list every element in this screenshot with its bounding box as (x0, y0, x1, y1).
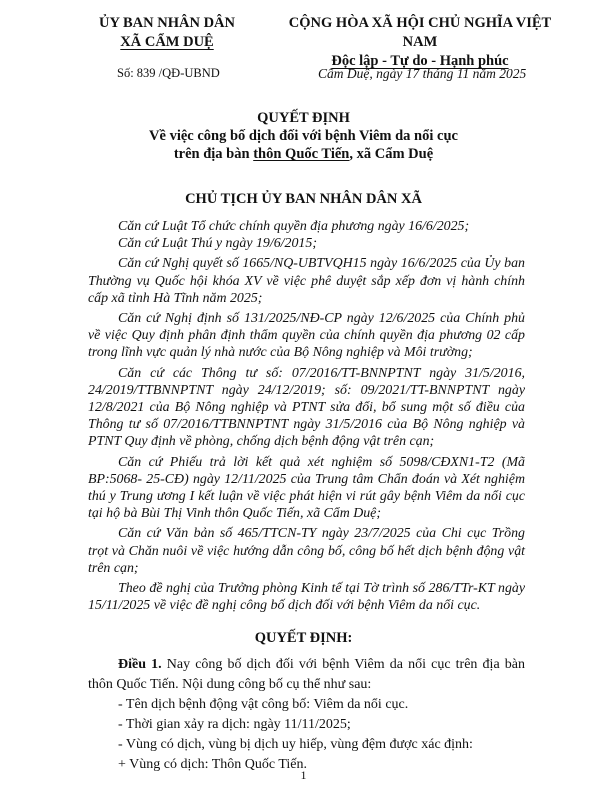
legal-basis: Căn cứ Văn bản số 465/TTCN-TY ngày 23/7/2025 của Chi cục Trồng trọt và Chăn nuôi về việc hướng dẫn công bố, công bố hết dịch bệnh động vật trên cạn; (88, 526, 525, 576)
article-1-intro (88, 655, 525, 695)
legal-bases (88, 218, 525, 614)
document-subject-line-2 (0, 145, 607, 163)
subject-prefix: trên địa bàn (173, 146, 254, 162)
page-number: 1 (300, 768, 307, 782)
agency-line-2: XÃ CẨM DUỆ (120, 34, 214, 50)
subject-suffix: , xã Cẩm Duệ (349, 146, 434, 162)
article-item: - Vùng có dịch, vùng bị dịch uy hiếp, vùng đệm được xác định: (118, 737, 473, 752)
article-item: + Vùng có dịch: Thôn Quốc Tiến. (118, 757, 307, 772)
issuing-agency (92, 14, 242, 52)
legal-basis: Căn cứ Nghị định số 131/2025/NĐ-CP ngày 12/6/2025 của Chính phủ về việc Quy định phân định thẩm quyền của chính quyền địa phương 02 cấp trong lĩnh vực quản lý nhà nước của Bộ Nông nghiệp và Môi trường; (88, 311, 525, 361)
article-item: - Thời gian xảy ra dịch: ngày 11/11/2025; (118, 717, 351, 732)
article-1 (88, 655, 525, 775)
article-text: Nay công bố dịch đối với bệnh Viêm da nổi cục trên địa bàn thôn Quốc Tiến. Nội dung công bố cụ thể như sau: (88, 657, 525, 692)
document-subject-line-1: Về việc công bố dịch đối với bệnh Viêm da nổi cục (149, 128, 458, 144)
agency-line-1: ỦY BAN NHÂN DÂN (98, 15, 235, 31)
authority-heading: CHỦ TỊCH ỦY BAN NHÂN DÂN XÃ (185, 191, 422, 207)
legal-basis: Căn cứ các Thông tư số: 07/2016/TT-BNNPTNT ngày 31/5/2016, 24/2019/TTBNNPTNT ngày 24/12/2019; số: 09/2021/TT-BNNPTNT ngày 12/8/2021 của Bộ Nông nghiệp và PTNT sửa đổi, bổ sung một số điều của Thông tư số 07/2016/TTBNNPTNT ngày 31/5/2016 của Bộ Nông nghiệp và PTNT Quy định về phòng, chống dịch bệnh động vật trên cạn; (88, 365, 525, 450)
legal-basis: Căn cứ Luật Thú y ngày 19/6/2015; (118, 236, 317, 252)
place-and-date: Cẩm Duệ, ngày 17 tháng 11 năm 2025 (318, 66, 527, 81)
motto: Độc lập - Tự do - Hạnh phúc (331, 53, 509, 69)
legal-basis: Căn cứ Phiếu trả lời kết quả xét nghiệm số 5098/CĐXN1-T2 (Mã BP:5068- 25-CĐ) ngày 12/11/2025 của Trung tâm Chẩn đoán và Xét nghiệm thú y Trung ương I kết luận về việc phát hiện vi rút gây bệnh Viêm da nổi cục tại hộ bà Bùi Thị Vinh thôn Quốc Tiến, xã Cẩm Duệ; (88, 454, 525, 522)
article-item: - Tên dịch bệnh động vật công bố: Viêm da nổi cục. (118, 697, 409, 712)
legal-basis: Theo đề nghị của Trưởng phòng Kinh tế tại Tờ trình số 286/TTr-KT ngày 15/11/2025 về việc đề nghị công bố dịch đối với bệnh Viêm da nổi cục. (88, 581, 525, 614)
legal-basis: Căn cứ Luật Tổ chức chính quyền địa phương ngày 16/6/2025; (118, 219, 470, 234)
country-name: CỘNG HÒA XÃ HỘI CHỦ NGHĨA VIỆT NAM (288, 15, 552, 50)
legal-basis: Căn cứ Nghị quyết số 1665/NQ-UBTVQH15 ngày 16/6/2025 của Ủy ban Thường vụ Quốc hội khóa XV về việc phê duyệt sắp xếp đơn vị hành chính cấp xã tỉnh Hà Tĩnh năm 2025; (88, 256, 525, 306)
subject-village: thôn Quốc Tiến (253, 146, 350, 162)
national-motto (270, 14, 570, 71)
document-number: Số: 839 /QĐ-UBND (117, 66, 220, 80)
decision-heading: QUYẾT ĐỊNH: (254, 630, 353, 646)
article-label: Điều 1. (118, 657, 162, 672)
document-type: QUYẾT ĐỊNH (257, 110, 350, 126)
